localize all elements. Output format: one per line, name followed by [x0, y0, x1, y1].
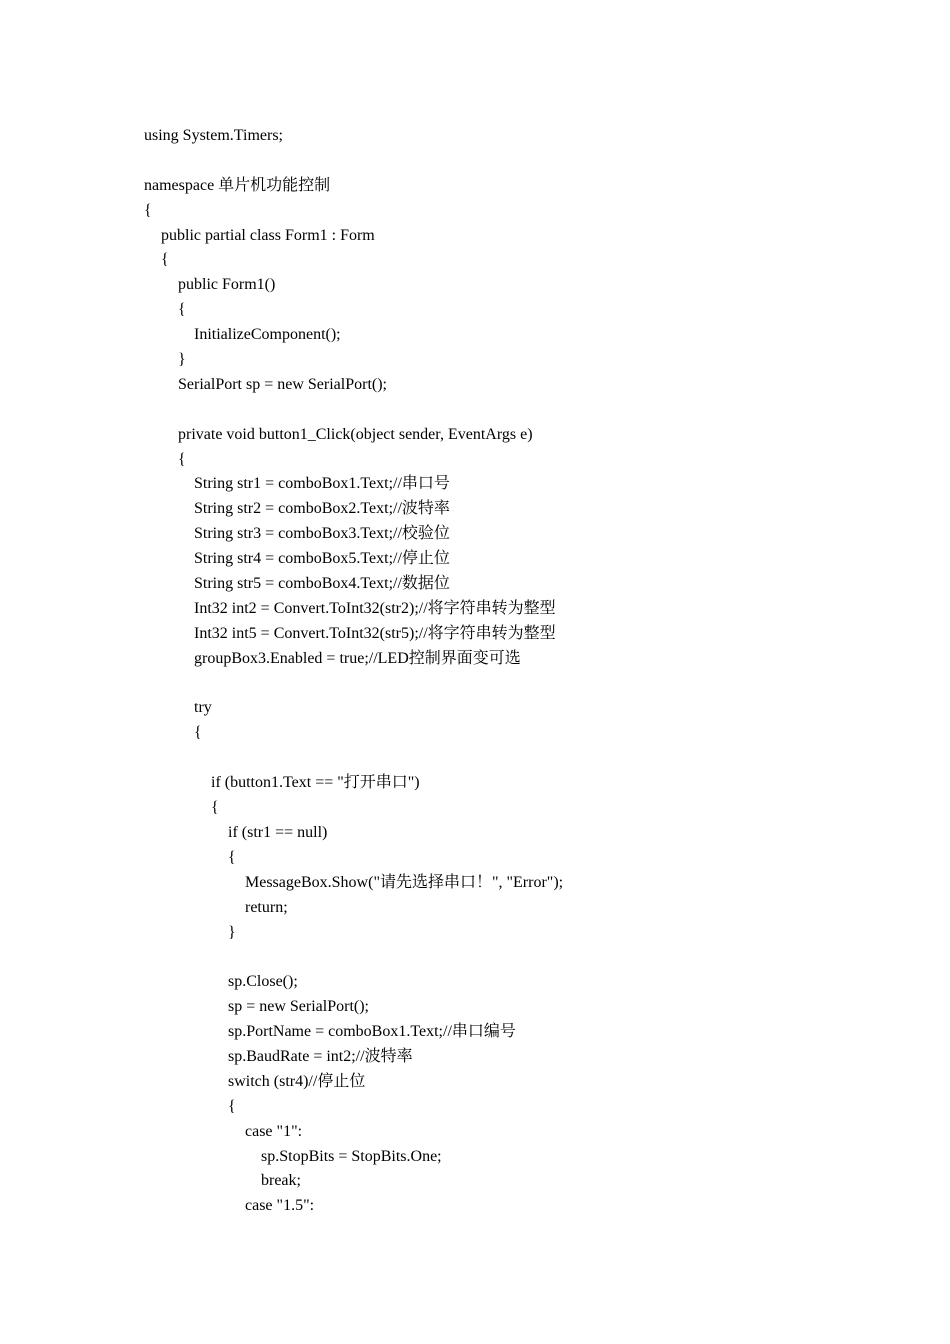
code-line: return;	[245, 898, 288, 916]
code-line: {	[178, 301, 186, 319]
code-line: sp.StopBits = StopBits.One;	[261, 1147, 442, 1165]
code-line: {	[144, 201, 152, 219]
blank-line	[144, 672, 563, 697]
blank-line	[144, 149, 563, 174]
code-line: String str3 = comboBox3.Text;//校验位	[194, 525, 450, 543]
code-line: InitializeComponent();	[194, 326, 341, 344]
code-line: String str4 = comboBox5.Text;//停止位	[194, 550, 450, 568]
code-line: if (button1.Text == "打开串口")	[211, 774, 420, 792]
code-line: namespace 单片机功能控制	[144, 176, 331, 194]
code-line: case "1.5":	[245, 1197, 315, 1215]
code-line: {	[211, 799, 219, 817]
code-line: sp = new SerialPort();	[228, 998, 369, 1016]
code-line: break;	[261, 1172, 301, 1190]
code-line: {	[161, 251, 169, 269]
code-line: sp.BaudRate = int2;//波特率	[228, 1047, 413, 1065]
code-line: {	[228, 1097, 236, 1115]
code-line: public partial class Form1 : Form	[161, 226, 375, 244]
code-line: sp.Close();	[228, 973, 298, 991]
code-line: private void button1_Click(object sender, EventArgs e)	[178, 425, 533, 443]
code-line: case "1":	[245, 1122, 303, 1140]
code-line: String str5 = comboBox4.Text;//数据位	[194, 575, 450, 593]
code-line: try	[194, 699, 212, 717]
code-line: }	[178, 351, 186, 369]
code-line: public Form1()	[178, 276, 276, 294]
code-line: groupBox3.Enabled = true;//LED控制界面变可选	[194, 649, 521, 667]
code-line: Int32 int2 = Convert.ToInt32(str2);//将字符串转为整型	[194, 599, 556, 617]
code-line: switch (str4)//停止位	[228, 1072, 366, 1090]
code-line: Int32 int5 = Convert.ToInt32(str5);//将字符串转为整型	[194, 624, 556, 642]
code-line: String str1 = comboBox1.Text;//串口号	[194, 475, 450, 493]
code-line: sp.PortName = comboBox1.Text;//串口编号	[228, 1023, 516, 1041]
code-line: {	[194, 724, 202, 742]
code-line: {	[228, 848, 236, 866]
code-line: String str2 = comboBox2.Text;//波特率	[194, 500, 450, 518]
code-line: if (str1 == null)	[228, 823, 328, 841]
code-line: MessageBox.Show("请先选择串口！", "Error");	[245, 873, 564, 891]
code-line: }	[228, 923, 236, 941]
code-line: {	[178, 450, 186, 468]
blank-line	[144, 746, 563, 771]
code-line: using System.Timers;	[144, 127, 283, 144]
blank-line	[144, 945, 563, 970]
blank-line	[144, 398, 563, 423]
code-line: SerialPort sp = new SerialPort();	[178, 375, 387, 393]
code-listing	[144, 124, 563, 1219]
